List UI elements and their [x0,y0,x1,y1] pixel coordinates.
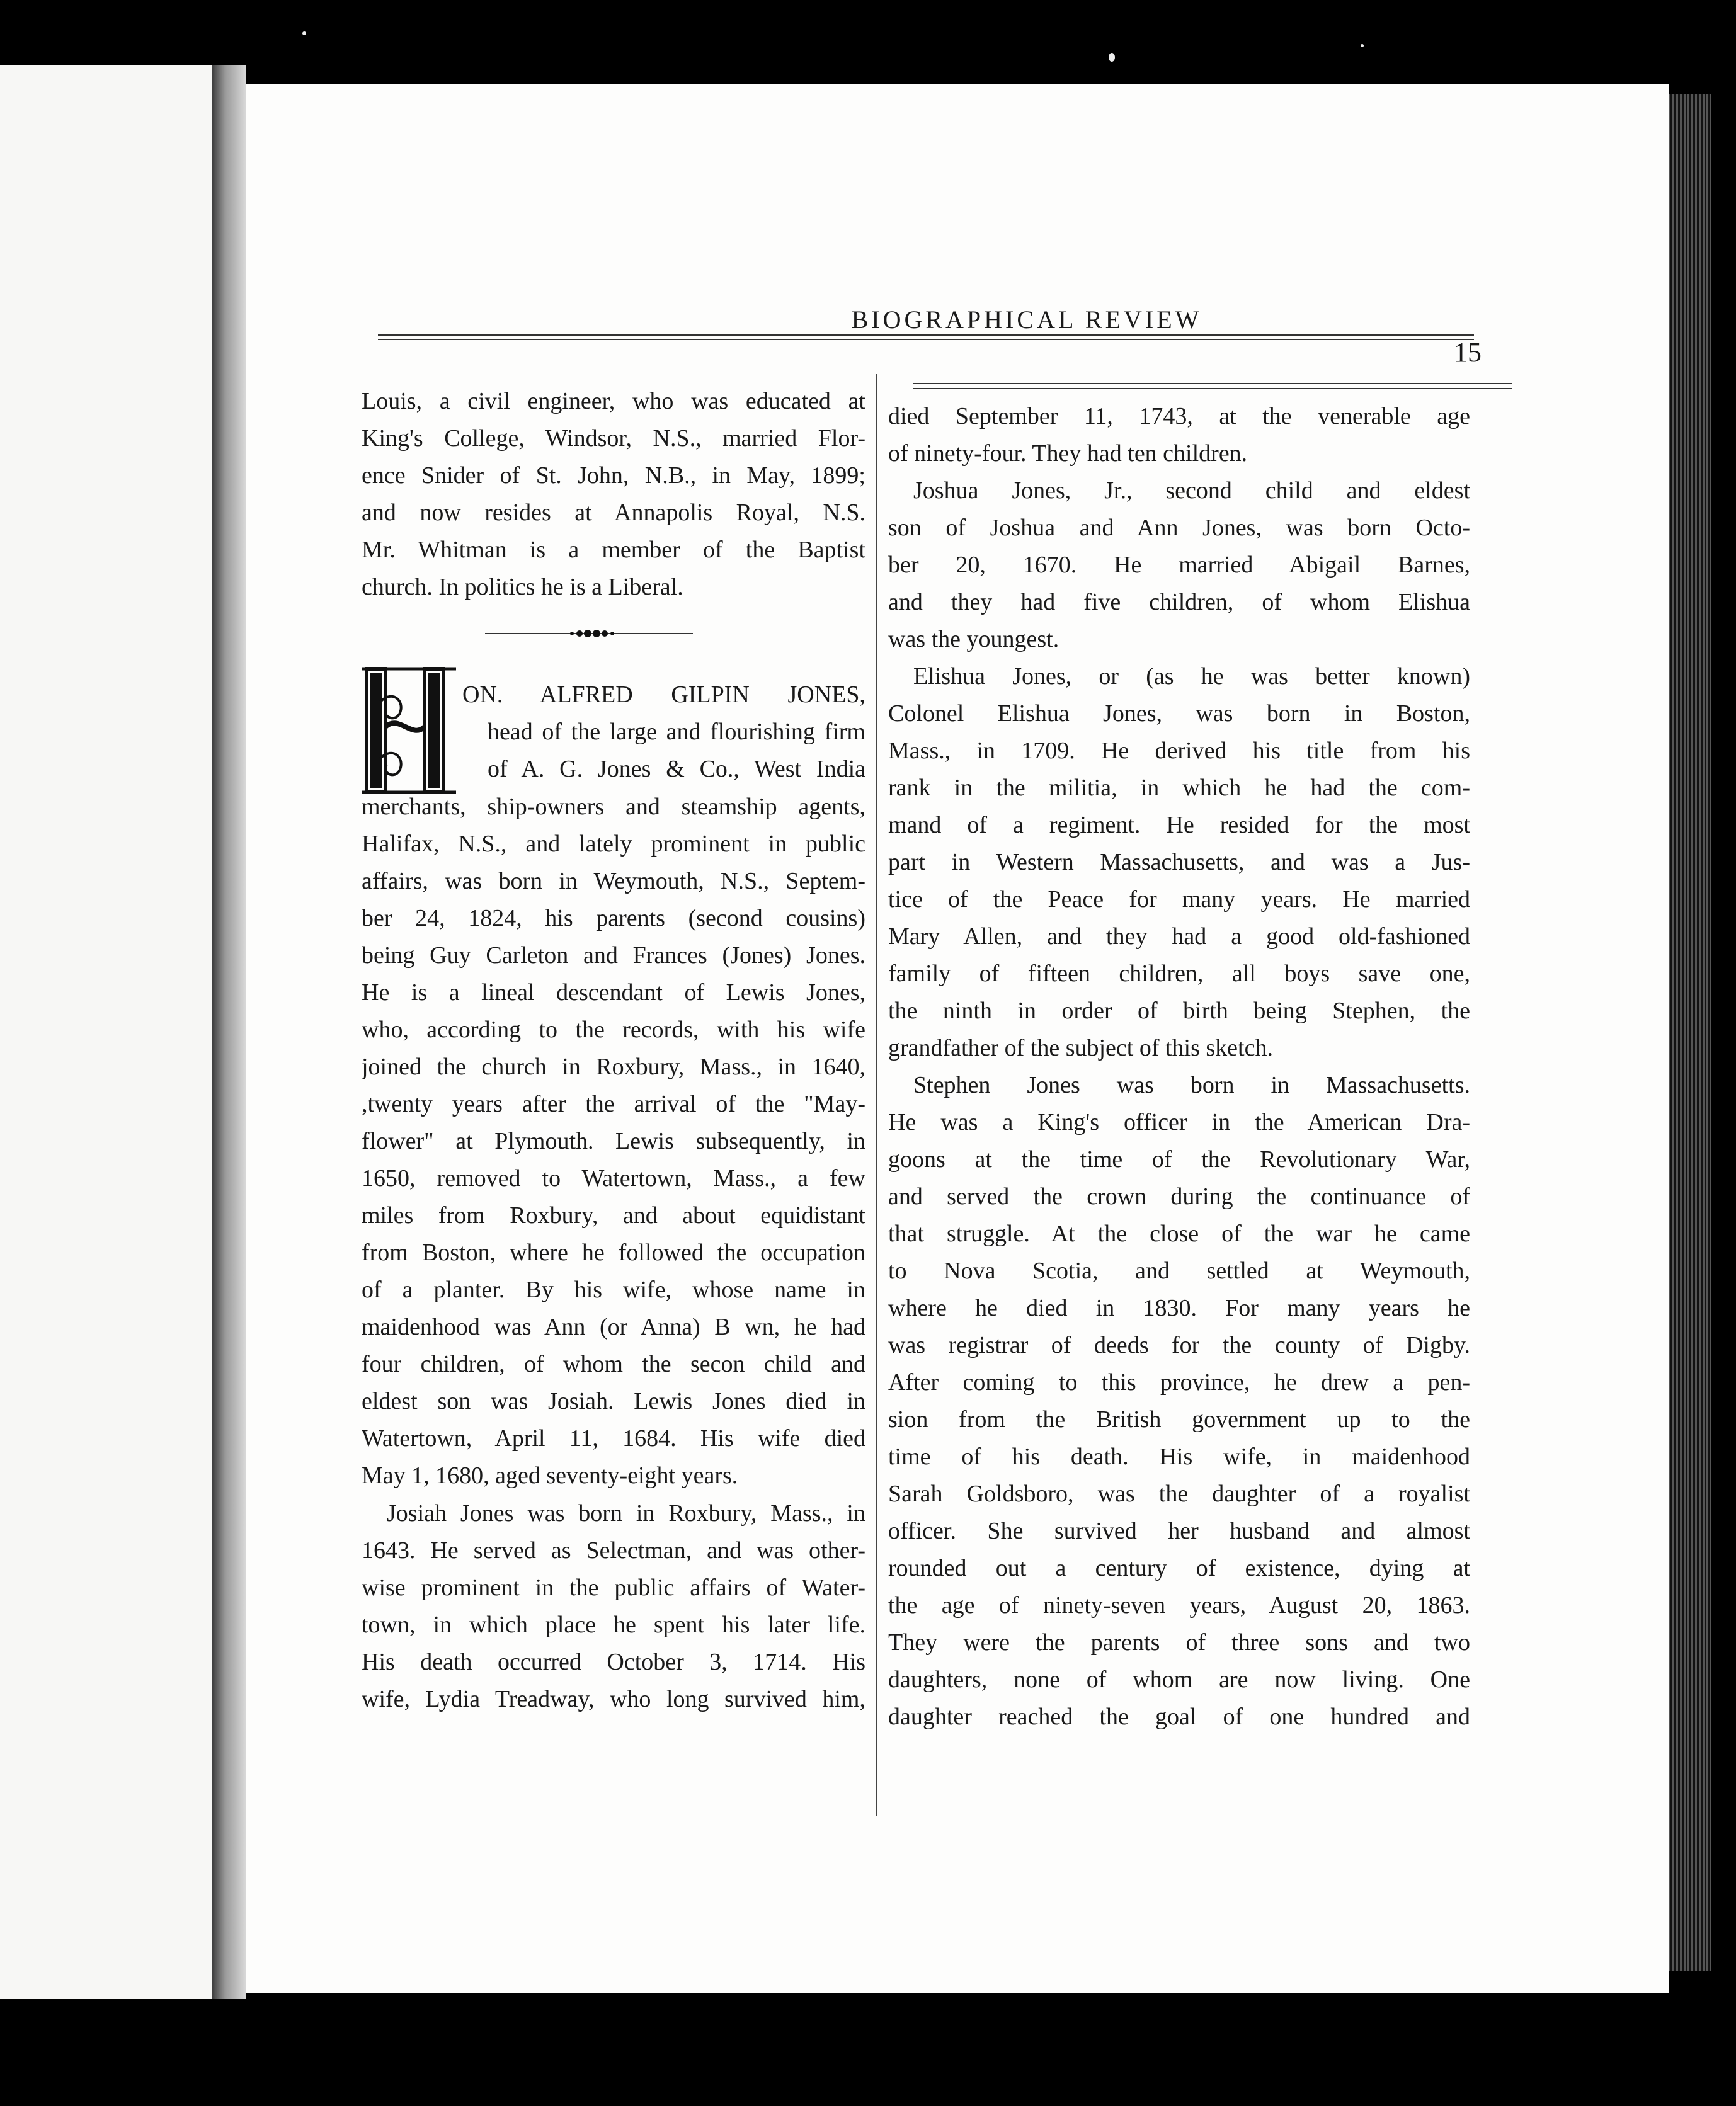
text-line: King's College, Windsor, N.S., married Flor- [362,425,865,452]
josiah-paragraph [362,1495,865,1718]
text-line: Mary Allen, and they had a good old-fashioned [888,923,1470,950]
book-page [246,84,1669,1993]
text-line: wife, Lydia Treadway, who long survived him, [362,1686,865,1712]
text-line: sion from the British government up to the [888,1406,1470,1433]
text-line: 1650, removed to Watertown, Mass., a few [362,1165,865,1192]
text-line: the age of ninety-seven years, August 20, 1863. [888,1592,1470,1619]
text-line: being Guy Carleton and Frances (Jones) Jones. [362,942,865,969]
text-line: Elishua Jones, or (as he was better known) [913,663,1470,690]
text-line: Halifax, N.S., and lately prominent in public [362,831,865,857]
scan-speck [1361,44,1364,47]
text-line: son of Joshua and Ann Jones, was born Octo- [888,515,1470,541]
text-line: Josiah Jones was born in Roxbury, Mass., in [387,1500,865,1527]
text-line: ber 24, 1824, his parents (second cousins) [362,905,865,931]
text-line: He was a King's officer in the American Dra- [888,1109,1470,1136]
text-line: Watertown, April 11, 1684. His wife died [362,1425,865,1452]
text-line: and they had five children, of whom Elishua [888,589,1470,615]
text-line: grandfather of the subject of this sketch. [888,1035,1273,1061]
book-gutter-shadow [212,65,246,1999]
page-number: 15 [1454,337,1482,368]
text-line: of a planter. By his wife, whose name in [362,1277,865,1303]
text-line: who, according to the records, with his wife [362,1016,865,1043]
text-line: miles from Roxbury, and about equidistant [362,1202,865,1229]
text-line: tice of the Peace for many years. He married [888,886,1470,913]
text-line: was registrar of deeds for the county of Digby. [888,1332,1470,1358]
text-line: They were the parents of three sons and two [888,1629,1470,1656]
text-line: four children, of whom the secon child and [362,1351,865,1377]
text-line: part in Western Massachusetts, and was a Jus- [888,849,1470,875]
text-line: May 1, 1680, aged seventy-eight years. [362,1462,738,1489]
text-line: Louis, a civil engineer, who was educated at [362,388,865,414]
ornament-divider [485,627,693,640]
drop-cap [362,664,456,797]
text-line: daughter reached the goal of one hundred and [888,1704,1470,1730]
text-line: and now resides at Annapolis Royal, N.S. [362,499,865,526]
text-line: Mass., in 1709. He derived his title from his [888,737,1470,764]
text-line: flower" at Plymouth. Lewis subsequently, in [362,1128,865,1154]
text-line: ,twenty years after the arrival of the "May- [362,1091,865,1117]
text-line: was the youngest. [888,626,1059,652]
text-line: where he died in 1830. For many years he [888,1295,1470,1321]
text-line: Mr. Whitman is a member of the Baptist [362,537,865,563]
article-body [362,788,865,1494]
text-line: affairs, was born in Weymouth, N.S., Septem- [362,868,865,894]
header-rule [378,339,1474,340]
header-rule [378,334,1474,336]
text-line: wise prominent in the public affairs of Water- [362,1574,865,1601]
scan-speck [302,31,306,35]
text-line: 1643. He served as Selectman, and was other- [362,1537,865,1564]
text-line: goons at the time of the Revolutionary War, [888,1146,1470,1173]
text-line: ence Snider of St. John, N.B., in May, 1899; [362,462,865,489]
text-line: from Boston, where he followed the occupation [362,1239,865,1266]
text-line: After coming to this province, he drew a pen- [888,1369,1470,1396]
text-line: town, in which place he spent his later life. [362,1612,865,1638]
text-line: His death occurred October 3, 1714. His [362,1649,865,1675]
text-line: ON. ALFRED GILPIN JONES, [462,681,865,708]
text-line: joined the church in Roxbury, Mass., in 1640, [362,1054,865,1080]
text-line: Colonel Elishua Jones, was born in Boston, [888,700,1470,727]
text-line: died September 11, 1743, at the venerable age [888,403,1470,430]
right-column [888,398,1470,1736]
text-line: Sarah Goldsboro, was the daughter of a royalist [888,1481,1470,1507]
text-line: maidenhood was Ann (or Anna) B wn, he had [362,1314,865,1340]
text-line: Joshua Jones, Jr., second child and eldest [913,477,1470,504]
article-headline [462,676,865,788]
text-line: that struggle. At the close of the war he came [888,1221,1470,1247]
text-line: mand of a regiment. He resided for the most [888,812,1470,838]
text-line: officer. She survived her husband and almost [888,1518,1470,1544]
text-line: church. In politics he is a Liberal. [362,574,683,600]
text-line: merchants, ship-owners and steamship agents, [362,794,865,820]
header-rule-right [913,388,1512,389]
text-line: of ninety-four. They had ten children. [888,440,1248,467]
text-line: head of the large and flourishing firm [488,719,865,745]
left-column-top [362,383,865,606]
text-line: He is a lineal descendant of Lewis Jones, [362,979,865,1006]
scan-speck [1109,53,1115,62]
facing-page-edge [0,65,215,1999]
text-line: of A. G. Jones & Co., West India [488,756,865,782]
page-stack-edge [1663,94,1711,1971]
text-line: rounded out a century of existence, dying at [888,1555,1470,1581]
header-rule-right [913,383,1512,384]
text-line: daughters, none of whom are now living. One [888,1666,1470,1693]
text-line: to Nova Scotia, and settled at Weymouth, [888,1258,1470,1284]
text-line: and served the crown during the continuance of [888,1183,1470,1210]
text-line: eldest son was Josiah. Lewis Jones died in [362,1388,865,1414]
text-line: the ninth in order of birth being Stephen, the [888,998,1470,1024]
text-line: time of his death. His wife, in maidenhood [888,1443,1470,1470]
text-line: rank in the militia, in which he had the com- [888,775,1470,801]
text-line: ber 20, 1670. He married Abigail Barnes, [888,552,1470,578]
column-divider [876,374,877,1816]
text-line: Stephen Jones was born in Massachusetts. [913,1072,1470,1098]
text-line: family of fifteen children, all boys save one, [888,960,1470,987]
running-head: BIOGRAPHICAL REVIEW [851,305,1202,334]
